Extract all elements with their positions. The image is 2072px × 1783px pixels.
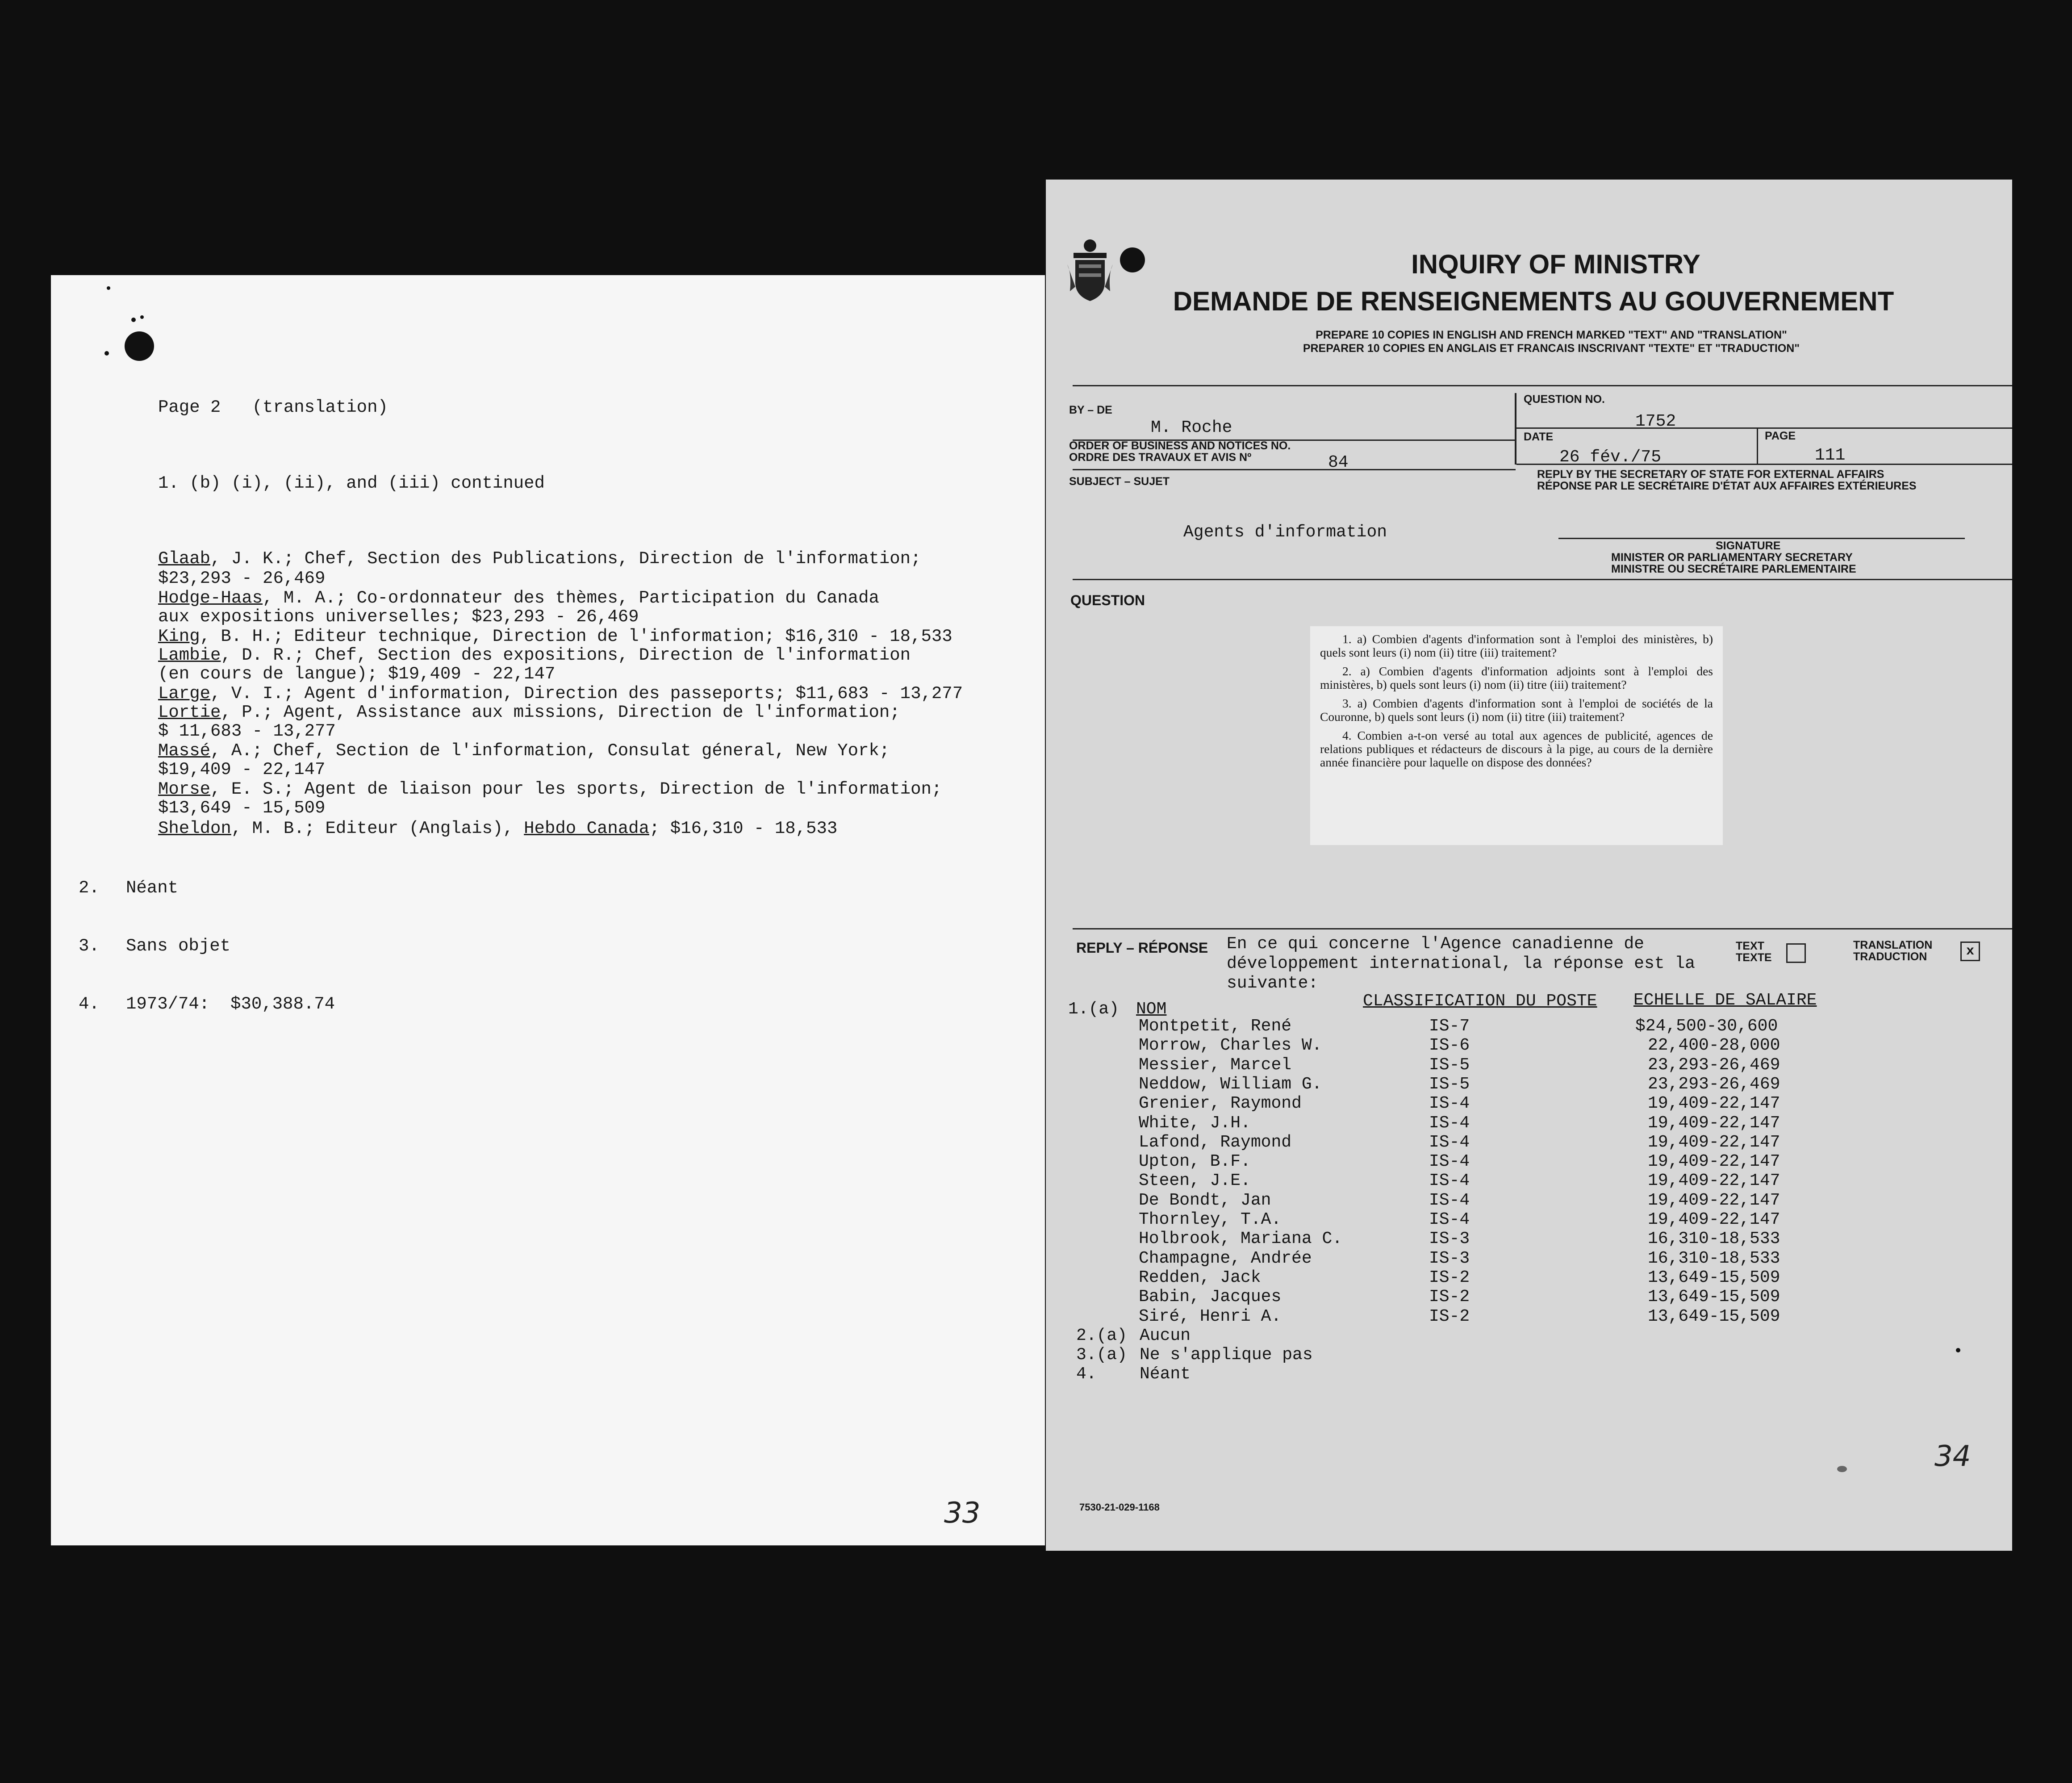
reply-intro-line: En ce qui concerne l'Agence canadienne de [1227,934,1644,954]
right-page [1046,180,2012,1551]
table-row [1046,1094,2012,1113]
position-classification: IS-2 [1429,1306,1470,1326]
position-classification: IS-3 [1429,1248,1470,1268]
salary-range: 19,409-22,147 [1648,1171,1780,1191]
salary-range: 19,409-22,147 [1648,1152,1780,1172]
question-paragraph: 4. Combien a-t-on versé au total aux agences de publicité, agences de relations publiques et rédacteurs de discours à la pige, au cours de la dernière année financière pour laquelle on dispose des données? [1320,728,1713,769]
entry-line: $23,293 - 26,469 [158,569,326,588]
page-value: 111 [1815,446,1846,465]
entry-line: (en cours de langue); $19,409 - 22,147 [158,664,556,684]
subject-label: SUBJECT – SUJET [1069,475,1170,488]
salary-range: 19,409-22,147 [1648,1094,1780,1113]
page-label: PAGE [1765,430,1796,442]
date-label: DATE [1524,431,1554,443]
signature-label: SIGNATURE [1716,540,1781,552]
text-label-fr: TEXTE [1736,951,1772,964]
position-classification: IS-4 [1429,1190,1470,1210]
salary-range: 22,400-28,000 [1648,1036,1780,1055]
order-label-fr: ORDRE DES TRAVAUX ET AVIS Nº [1069,451,1252,464]
translation-checkbox[interactable]: x [1960,942,1980,961]
table-row [1046,1268,2012,1288]
employee-name: Champagne, Andrée [1139,1248,1312,1268]
table-row [1046,1229,2012,1249]
by-value: M. Roche [1151,418,1232,437]
page-number: 33 [944,1497,981,1530]
reply-label: REPLY – RÉPONSE [1076,940,1208,956]
entry-name: Sheldon [158,819,231,838]
table-row [1046,1171,2012,1191]
answer-text: Aucun [1140,1326,1191,1345]
entry-salary: ; $16,310 - 18,533 [649,819,838,838]
employee-name: Grenier, Raymond [1139,1094,1302,1113]
position-classification: IS-4 [1429,1132,1470,1152]
divider [1515,427,2012,429]
divider [1757,429,1758,465]
form-instructions-fr: PREPARER 10 COPIES EN ANGLAIS ET FRANCAIS INSCRIVANT "TEXTE" ET "TRADUCTION" [1303,342,1800,355]
signature-line [1558,538,1965,539]
table-row [1046,1210,2012,1230]
entry-name: Lortie [158,703,221,722]
entry-line [158,549,921,569]
entry-line [158,780,942,799]
entry-name: Morse [158,779,211,799]
employee-name: De Bondt, Jan [1139,1190,1271,1210]
salary-range: 23,293-26,469 [1648,1074,1780,1094]
salary-range: 13,649-15,509 [1648,1268,1780,1287]
answer-text: Néant [1140,1364,1191,1384]
entry-line [158,646,911,665]
position-classification: IS-2 [1429,1268,1470,1287]
table-row [1046,1133,2012,1152]
salary-range: 19,409-22,147 [1648,1190,1780,1210]
answer-number: 4. [1076,1364,1097,1384]
employee-name: Steen, J.E. [1139,1171,1251,1191]
entry-line [158,627,952,646]
table-row [1046,1191,2012,1210]
question-text-box [1310,626,1723,845]
question-paragraph: 3. a) Combien d'agents d'information sont à l'emploi de sociétés de la Couronne, b) quels sont leurs (i) nom (ii) titre (iii) traitement? [1320,696,1713,724]
entry-name: Lambie [158,645,221,665]
salary-range: 19,409-22,147 [1648,1132,1780,1152]
ink-blot [125,331,154,361]
question-label: QUESTION [1070,592,1145,608]
subject-value: Agents d'information [1183,523,1387,542]
form-number: 7530-21-029-1168 [1079,1502,1160,1513]
salary-range: 16,310-18,533 [1648,1229,1780,1249]
table-row [1046,1036,2012,1055]
text-label-en: TEXT [1736,940,1764,952]
left-page [51,275,1045,1545]
employee-name: Lafond, Raymond [1139,1132,1292,1152]
answer-text: Ne s'applique pas [1140,1345,1313,1365]
entry-line [158,589,879,608]
table-row [1046,1287,2012,1307]
ink-speck [104,351,109,356]
entry-detail: , E. S.; Agent de liaison pour les sports, Direction de l'information; [210,779,942,799]
entry-detail: , D. R.; Chef, Section des expositions, Direction de l'information [221,645,911,665]
position-classification: IS-5 [1429,1055,1470,1075]
item-number: 3. [79,936,100,956]
salary-range: 13,649-15,509 [1648,1287,1780,1307]
answer-number: 2.(a) [1076,1326,1128,1345]
entry-publication: Hebdo Canada [524,819,649,838]
question-paragraph: 1. a) Combien d'agents d'information sont à l'emploi des ministères, b) quels sont leurs (i) nom (ii) titre (iii) traitement? [1320,632,1713,659]
entry-line: $19,409 - 22,147 [158,760,326,779]
entry-name: Hodge-Haas [158,588,263,608]
ink-speck [140,315,144,319]
item-text: 1973/74: $30,388.74 [126,994,335,1014]
table-row [1046,1152,2012,1172]
page-number: 34 [1934,1440,1971,1473]
employee-name: Neddow, William G. [1139,1074,1322,1094]
reply-intro-line: développement international, la réponse est la [1227,954,1695,973]
salary-range: 16,310-18,533 [1648,1248,1780,1268]
column-header-salary: ECHELLE DE SALAIRE [1633,991,1817,1010]
entry-detail: , P.; Agent, Assistance aux missions, Direction de l'information; [221,703,900,722]
ink-speck [131,318,136,322]
entry-name: King [158,627,200,646]
translation-label-fr: TRADUCTION [1853,950,1927,963]
position-classification: IS-3 [1429,1229,1470,1249]
salary-range: 23,293-26,469 [1648,1055,1780,1075]
form-instructions-en: PREPARE 10 COPIES IN ENGLISH AND FRENCH MARKED "TEXT" AND "TRANSLATION" [1316,329,1787,341]
employee-name: Holbrook, Mariana C. [1139,1229,1343,1249]
employee-name: Siré, Henri A. [1139,1306,1282,1326]
divider [1073,469,1516,470]
entry-detail: , M. B.; Editeur (Anglais), [231,819,524,838]
item-number: 2. [79,878,100,898]
column-header-name: NOM [1136,1000,1167,1019]
position-classification: IS-6 [1429,1036,1470,1055]
reply-by-en: REPLY BY THE SECRETARY OF STATE FOR EXTERNAL AFFAIRS [1537,468,1884,481]
divider [1073,928,2012,929]
salary-range: 19,409-22,147 [1648,1210,1780,1229]
salary-range: $24,500-30,600 [1635,1017,1778,1036]
position-classification: IS-2 [1429,1287,1470,1307]
table-row [1046,1249,2012,1268]
by-label: BY – DE [1069,404,1112,416]
entry-line [158,703,900,722]
position-classification: IS-7 [1429,1017,1470,1036]
entry-detail: , B. H.; Editeur technique, Direction de l'information; $16,310 - 18,533 [200,627,952,646]
salary-range: 13,649-15,509 [1648,1306,1780,1326]
employee-name: Montpetit, René [1139,1017,1292,1036]
employee-name: Redden, Jack [1139,1268,1261,1287]
entry-line [158,819,837,838]
employee-name: Thornley, T.A. [1139,1210,1282,1229]
employee-name: Morrow, Charles W. [1139,1036,1322,1055]
employee-name: Upton, B.F. [1139,1152,1251,1172]
page-header: Page 2 (translation) [158,398,388,417]
minister-label-en: MINISTER OR PARLIAMENTARY SECRETARY [1611,551,1853,564]
salary-range: 19,409-22,147 [1648,1113,1780,1133]
divider [1515,393,1516,465]
entry-line [158,684,963,703]
item-number: 4. [79,994,100,1014]
date-value: 26 fév./75 [1559,448,1662,467]
reply-intro-line: suivante: [1227,974,1319,993]
table-row [1046,1075,2012,1094]
item-text: Néant [126,878,179,898]
question-number: 1752 [1635,412,1676,431]
text-checkbox[interactable] [1786,943,1806,963]
translation-label-en: TRANSLATION [1853,939,1933,951]
form-title-en: INQUIRY OF MINISTRY [1411,249,1700,279]
order-label-en: ORDER OF BUSINESS AND NOTICES NO. [1069,439,1291,452]
entry-line: $ 11,683 - 13,277 [158,721,336,741]
ink-speck [1956,1348,1960,1352]
form-title-fr: DEMANDE DE RENSEIGNEMENTS AU GOUVERNEMENT [1173,286,1894,316]
entry-line: $13,649 - 15,509 [158,798,326,818]
order-number: 84 [1328,453,1349,472]
entry-detail: , J. K.; Chef, Section des Publications, Direction de l'information; [210,549,921,569]
employee-name: Babin, Jacques [1139,1287,1282,1307]
question-paragraph: 2. a) Combien d'agents d'information adjoints sont à l'emploi des ministères, b) quels sont leurs (i) nom (ii) titre (iii) traitement? [1320,664,1713,691]
position-classification: IS-5 [1429,1074,1470,1094]
column-header-classification: CLASSIFICATION DU POSTE [1363,992,1597,1011]
table-row [1046,1307,2012,1327]
ink-speck [1837,1466,1847,1472]
divider [1073,579,2012,580]
entry-detail: , M. A.; Co-ordonnateur des thèmes, Participation du Canada [263,588,879,608]
entry-detail: , V. I.; Agent d'information, Direction des passeports; $11,683 - 13,277 [210,684,963,703]
table-item-label: 1.(a) [1068,1000,1120,1019]
divider [1073,385,2012,386]
position-classification: IS-4 [1429,1171,1470,1191]
employee-name: White, J.H. [1139,1113,1251,1133]
continued-heading: 1. (b) (i), (ii), and (iii) continued [158,473,545,493]
table-row [1046,1113,2012,1133]
ink-speck [107,286,110,290]
position-classification: IS-4 [1429,1210,1470,1229]
entry-detail: , A.; Chef, Section de l'information, Consulat géneral, New York; [210,741,890,761]
position-classification: IS-4 [1429,1094,1470,1113]
entry-line [158,741,890,761]
employee-name: Messier, Marcel [1139,1055,1292,1075]
question-no-label: QUESTION NO. [1524,393,1605,406]
entry-name: Large [158,684,211,703]
table-row [1046,1055,2012,1075]
entry-name: Massé [158,741,211,761]
answer-number: 3.(a) [1076,1345,1128,1365]
entry-name: Glaab [158,549,211,569]
minister-label-fr: MINISTRE OU SECRÉTAIRE PARLEMENTAIRE [1611,563,1856,575]
position-classification: IS-4 [1429,1152,1470,1172]
position-classification: IS-4 [1429,1113,1470,1133]
reply-by-fr: RÉPONSE PAR LE SECRÉTAIRE D'ÉTAT AUX AFFAIRES EXTÉRIEURES [1537,480,1917,492]
entry-line: aux expositions universelles; $23,293 - 26,469 [158,607,639,627]
item-text: Sans objet [126,936,231,956]
table-row [1046,1017,2012,1036]
